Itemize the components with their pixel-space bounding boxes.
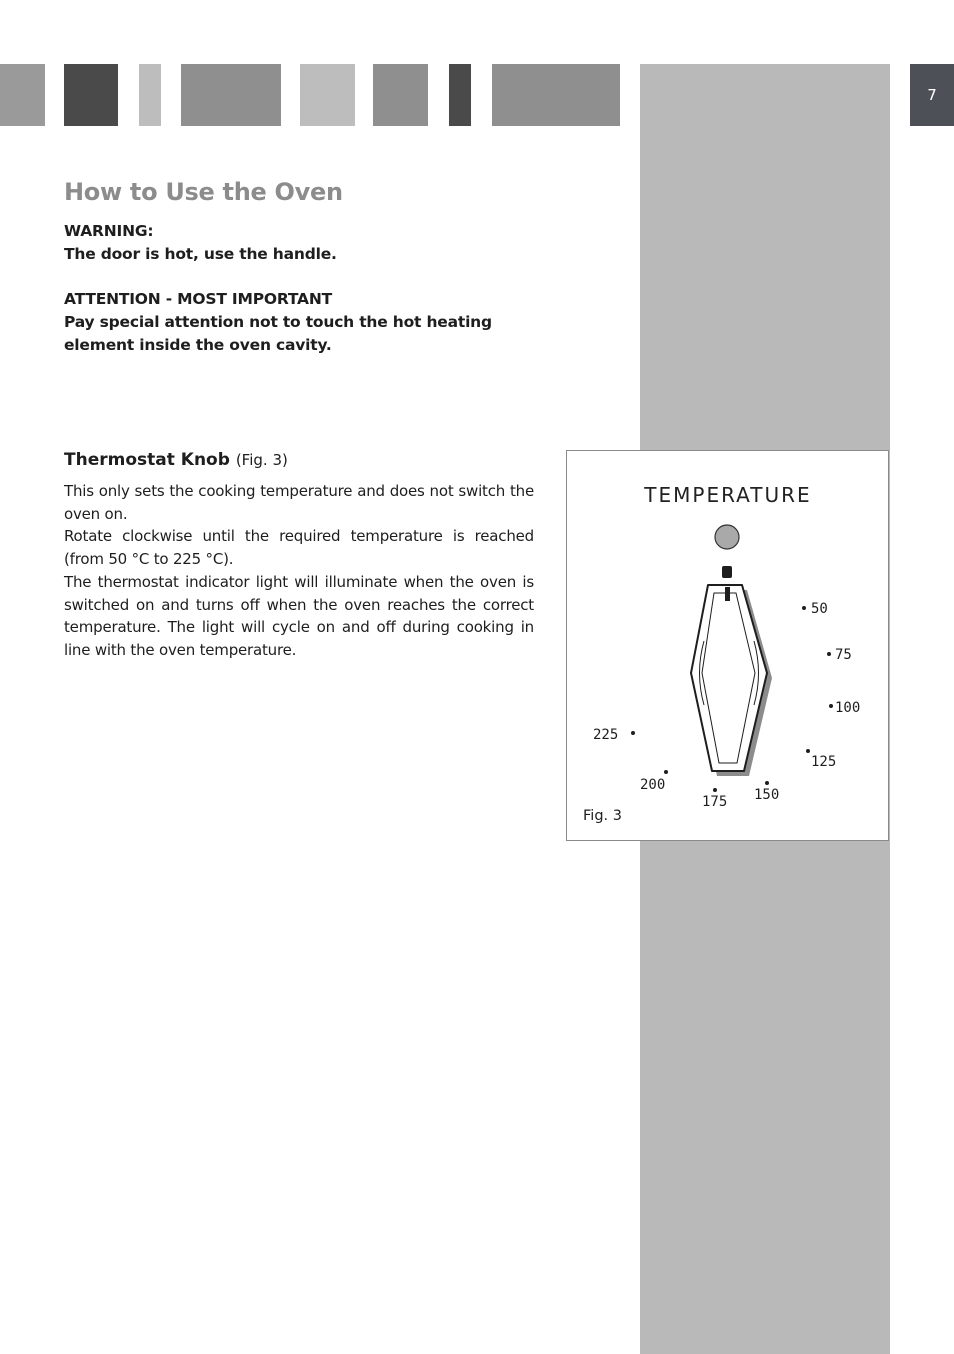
panel-label: TEMPERATURE (644, 483, 812, 507)
header-bar-7 (449, 64, 471, 126)
figure-caption: Fig. 3 (583, 808, 622, 824)
dial-mark-175: 175 (702, 794, 728, 810)
header-bar-6 (373, 64, 428, 126)
attention-label: ATTENTION - MOST IMPORTANT (64, 290, 332, 308)
thermostat-paragraph-1: This only sets the cooking temperature and does not switch the oven on. (64, 482, 534, 523)
dial-mark-125: 125 (811, 754, 837, 770)
page-number: 7 (910, 64, 954, 126)
knob-indicator-line (725, 587, 730, 601)
dial-dot-175 (713, 788, 717, 792)
thermostat-dial-drawing (567, 451, 890, 842)
dial-dot-100 (829, 704, 833, 708)
dial-mark-75: 75 (835, 647, 852, 663)
header-bar-2 (64, 64, 118, 126)
thermostat-description (64, 480, 534, 662)
header-bar-1 (0, 64, 45, 126)
dial-dot-50 (802, 606, 806, 610)
dial-mark-225: 225 (593, 727, 619, 743)
warning-label: WARNING: (64, 222, 154, 240)
header-bar-8 (492, 64, 620, 126)
dial-mark-100: 100 (835, 700, 861, 716)
dial-dot-75 (827, 652, 831, 656)
page-title: How to Use the Oven (64, 178, 343, 206)
thermostat-fig-ref: (Fig. 3) (235, 451, 288, 469)
header-bar-3 (139, 64, 161, 126)
header-bar-5 (300, 64, 355, 126)
thermostat-figure (566, 450, 889, 841)
dial-mark-150: 150 (754, 787, 780, 803)
dial-mark-50: 50 (811, 601, 828, 617)
thermostat-heading (64, 450, 288, 470)
indicator-light (715, 525, 739, 549)
header-bar-4 (181, 64, 281, 126)
dial-dot-150 (765, 781, 769, 785)
thermostat-paragraph-3: The thermostat indicator light will illuminate when the oven is switched on and turns off when the oven reaches the correct temperature. The light will cycle on and off during cooking in line with the oven temperature. (64, 572, 534, 659)
warning-text: The door is hot, use the handle. (64, 245, 337, 263)
attention-text: Pay special attention not to touch the hot heating element inside the oven cavity. (64, 313, 492, 354)
thermostat-heading-title: Thermostat Knob (64, 450, 230, 470)
dial-dot-125 (806, 749, 810, 753)
dial-dot-225 (631, 731, 635, 735)
thermostat-paragraph-2: Rotate clockwise until the required temperature is reached (from 50 °C to 225 °C). (64, 527, 534, 569)
dial-pointer-mark (722, 566, 732, 578)
dial-mark-200: 200 (640, 777, 666, 793)
dial-dot-200 (664, 770, 668, 774)
